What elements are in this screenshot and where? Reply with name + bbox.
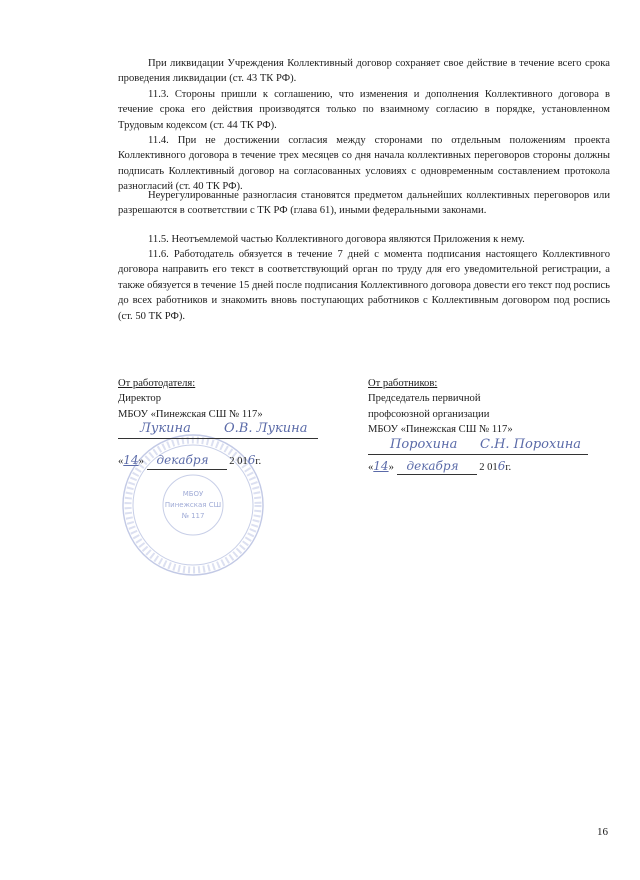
stamp-line-1: МБОУ [182, 490, 204, 498]
employees-position-1: Председатель первичной [368, 393, 481, 405]
employees-name: С.Н. Порохина [480, 436, 582, 452]
employees-signature-line [368, 438, 588, 455]
paragraph-disagreements: Неурегулированные разногласия становятся предметом дальнейших коллективных переговоров или разрешаются в соответствии с ТК РФ (глава 61), иными федеральными законами. [118, 190, 610, 217]
page-number: 16 [597, 826, 608, 838]
paragraph-11-3: 11.3. Стороны пришли к соглашению, что изменения и дополнения Коллективного договора в течение срока его действия производятся только по взаимному согласию в порядке, установленном Трудовым кодексом (ст. 44 ТК РФ). [118, 89, 610, 131]
employer-position: Директор [118, 393, 161, 405]
stamp-line-2: Пинежская СШ [164, 501, 222, 509]
employer-org: МБОУ «Пинежская СШ № 117» [118, 408, 263, 420]
employer-signature-block [118, 376, 338, 469]
employer-date-year-suffix: 6 [247, 453, 256, 468]
employer-date-day: 14 [123, 453, 139, 468]
paragraph-11-4: 11.4. При не достижении согласия между сторонами по отдельным положениям проекта Коллективного договора в течение трех месяцев со дня начала коллективных переговоров стороны должны подписать Коллективный договор на согласованных условиях с одновременным составлением протокола разногласий (ст. 40 ТК РФ). [118, 135, 610, 193]
paragraph-liquidation: При ликвидации Учреждения Коллективный договор сохраняет свое действие в течение всего срока проведения ликвидации (ст. 43 ТК РФ). [118, 58, 610, 85]
employees-date: «14» декабря 2 016г. [368, 459, 608, 475]
employees-signature: Порохина [390, 436, 458, 452]
employees-signature-block [368, 376, 608, 475]
employees-date-suffix: г. [505, 461, 512, 473]
paragraph-11-6: 11.6. Работодатель обязуется в течение 7 дней с момента подписания настоящего Коллективного договора направить его текст в соответствующий орган по труду для его уведомительной регистрации, а также обязуется в течение 15 дней после подписания Коллективного договора довести его текст под роспись до всех работников и знакомить вновь поступающих работников с Коллективным договором под роспись (ст. 50 ТК РФ). [118, 249, 610, 322]
stamp-line-3: № 117 [181, 512, 205, 520]
employees-heading: От работников: [368, 378, 438, 389]
employees-position-2: профсоюзной организации [368, 408, 490, 420]
employer-date-month: декабря [147, 453, 227, 469]
employer-signature: Лукина [140, 421, 191, 437]
employees-org: МБОУ «Пинежская СШ № 117» [368, 424, 513, 436]
employer-name: О.В. Лукина [224, 421, 308, 437]
employer-date-year: 2 01 [229, 456, 248, 468]
employees-date-month: декабря [397, 459, 477, 475]
employer-heading: От работодателя: [118, 378, 196, 389]
employer-signature-line [118, 422, 318, 439]
employees-date-year: 2 01 [479, 461, 498, 473]
employees-date-year-suffix: 6 [497, 458, 506, 473]
paragraph-11-5: 11.5. Неотъемлемой частью Коллективного договора являются Приложения к нему. [148, 234, 525, 245]
employer-date-suffix: г. [255, 456, 262, 468]
employer-date: «14» декабря 2 016г. [118, 453, 338, 469]
employees-date-day: 14 [373, 458, 389, 473]
